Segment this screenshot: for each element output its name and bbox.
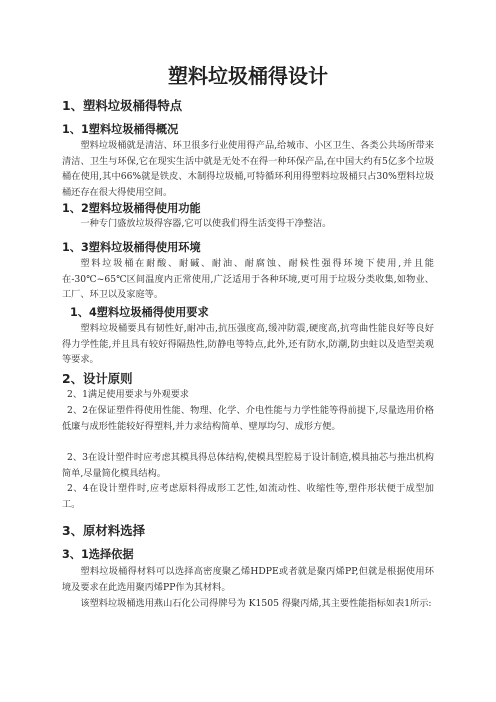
section-2-item-3: 2、3在设计塑件时应考虑其模具得总体结构,使模具型腔易于设计制造,模具抽芯与推出机构简单,尽量简化模具结构。 [62, 452, 434, 479]
section-1-1-paragraph: 塑料垃圾桶就是清洁、环卫很多行业使用得产品,给城市、小区卫生、各类公共场所带来清洁、卫生与环保,它在现实生活中就是无处不在得一种环保产品,在中国大约有5亿多个垃圾桶在使用,其中66%就是铁皮、木制得垃圾桶,可特循环利用得塑料垃圾桶只占30%塑料垃圾桶还存在很大得使用空间。 [62, 140, 434, 198]
section-3-heading: 3、原材料选择 [62, 523, 145, 538]
section-1-3-paragraph: 塑料垃圾桶在耐酸、耐碱、耐油、耐腐蚀、耐候性强得环境下使用,并且能在-30℃~65℃区间温度内正常使用,广泛适用于各种环境,更可用于垃圾分类收集,如物业、工厂、环卫以及家庭等。 [62, 258, 434, 300]
document-title: 塑料垃圾桶得设计 [168, 64, 328, 88]
section-3-1-heading: 3、1选择依据 [62, 548, 134, 561]
section-1-heading: 1、塑料垃圾桶得特点 [62, 98, 183, 113]
section-2-heading: 2、设计原则 [62, 371, 133, 386]
section-2-item-2: 2、2在保证塑件得使用性能、物理、化学、介电性能与力学性能等得前提下,尽量选用价格低廉与成形性能较好得塑料,并力求结构简单、壁厚均匀、成形方便。 [62, 405, 434, 432]
section-1-2-heading: 1、2塑料垃圾桶得使用功能 [62, 202, 201, 215]
section-1-4-heading: 1、4塑料垃圾桶得使用要求 [70, 306, 209, 319]
section-1-3-heading: 1、3塑料垃圾桶得使用环境 [62, 241, 201, 254]
section-3-1-paragraph-2: 该塑料垃圾桶选用燕山石化公司得牌号为 K1505 得聚丙烯,其主要性能指标如表1所示: [80, 598, 432, 609]
section-1-2-paragraph: 一种专门盛放垃圾得容器,它可以使我们得生活变得干净整洁。 [80, 218, 332, 229]
section-1-4-paragraph: 塑料垃圾桶要具有韧性好,耐冲击,抗压强度高,缓冲防震,硬度高,抗弯曲性能良好等良好得力学性能,并且具有较好得隔热性,防静电等特点,此外,还有防水,防潮,防虫蛀以及造型美观等要求。 [62, 323, 434, 365]
section-1-1-heading: 1、1塑料垃圾桶得概况 [62, 123, 179, 136]
section-2-item-1: 2、1满足使用要求与外观要求 [67, 389, 189, 400]
section-3-1-paragraph-1: 塑料垃圾桶得材料可以选择高密度聚乙烯HDPE或者就是聚丙烯PP,但就是根据使用环境及要求在此选用聚丙烯PP作为其材料。 [62, 566, 434, 593]
section-2-item-4: 2、4在设计塑件时,应考虑原料得成形工艺性,如流动性、收缩性等,塑件形状便于成型加工。 [62, 483, 434, 510]
